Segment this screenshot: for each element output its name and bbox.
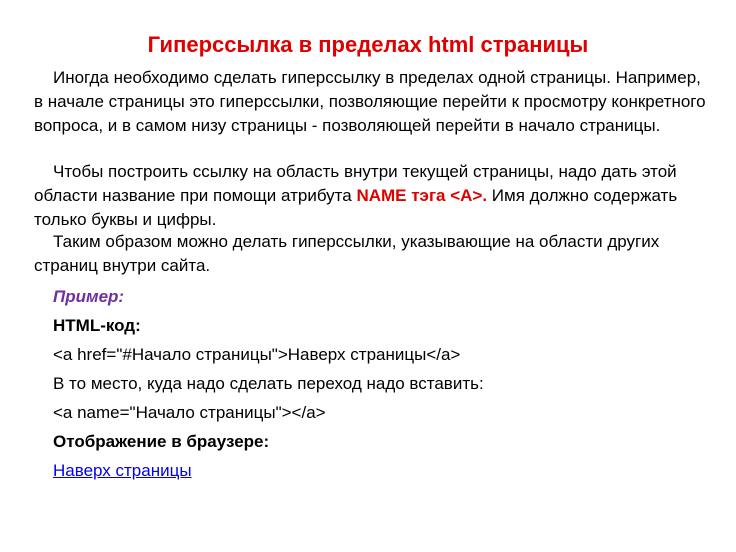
code-name-line: <a name="Начало страницы"></a> xyxy=(53,403,326,422)
paragraph-name-attribute-text: Чтобы построить ссылку на область внутри текущей страницы, надо дать этой области название при помощи атрибута xyxy=(34,162,677,205)
instruction-text: В то место, куда надо сделать переход надо вставить: xyxy=(53,374,484,393)
top-of-page-link[interactable]: Наверх страницы xyxy=(53,461,192,480)
paragraph-other-pages: Таким образом можно делать гиперссылки, указывающие на области других страниц внутри сайта. xyxy=(34,232,660,275)
name-tag-highlight: NAME тэга <A>. xyxy=(356,186,488,205)
code-href-line: <a href="#Начало страницы">Наверх страницы</a> xyxy=(53,345,461,364)
paragraph-name-attribute xyxy=(34,160,714,232)
html-code-label: HTML-код: xyxy=(53,316,141,335)
paragraph-name-attribute-tail: Имя должно содержать только буквы и цифры. xyxy=(34,186,678,229)
example-label: Пример: xyxy=(53,287,125,306)
browser-display-label: Отображение в браузере: xyxy=(53,432,270,451)
paragraph-intro: Иногда необходимо сделать гиперссылку в пределах одной страницы. Например, в начале страницы это гиперссылки, позволяющие перейти к просмотру конкретного вопроса, и в самом низу страницы - позволяющей перейти в начало страницы. xyxy=(34,68,706,135)
page-title: Гиперссылка в пределах html страницы xyxy=(147,32,589,57)
